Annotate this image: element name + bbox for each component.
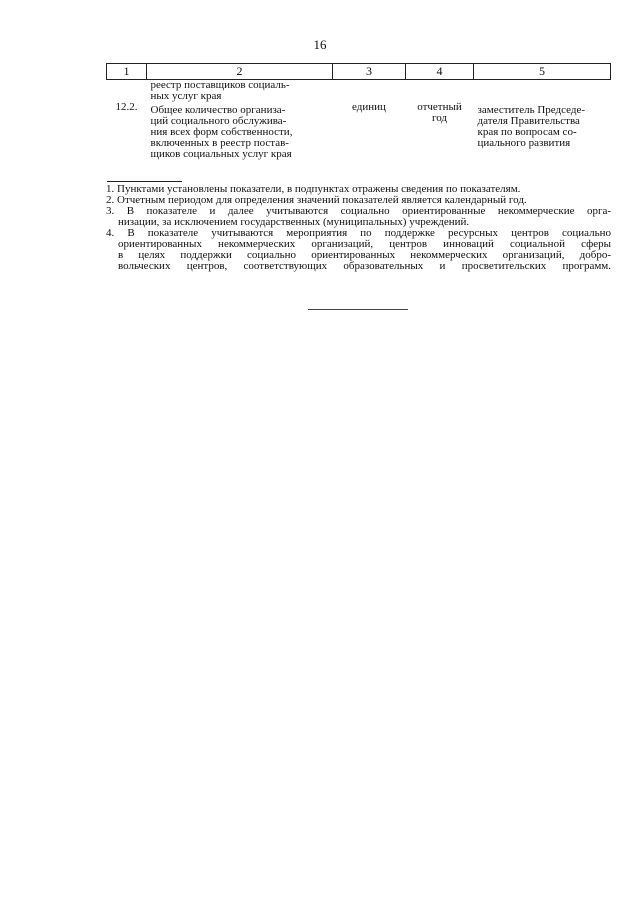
footnote-line: низации, за исключением государственных (муниципальных) учреждений. bbox=[118, 216, 470, 228]
indicator-name: Общее количество организа- ций социального обслужива- ния всех форм собственности, включенных в реестр постав- щиков социальных услуг края bbox=[150, 104, 293, 160]
row-number: 12.2. bbox=[115, 101, 138, 113]
footnote-line: 4. В показателе учитываются мероприятия по поддержке ресурсных центров социально bbox=[106, 227, 611, 239]
end-of-section-rule bbox=[308, 309, 408, 310]
column-header-5: 5 bbox=[474, 64, 611, 80]
footnote-text: 2. Отчетным периодом для определения значений показателей является календарный год. bbox=[106, 194, 527, 206]
indicator-name: реестр поставщиков социаль- ных услуг края bbox=[150, 79, 290, 102]
indicator-responsible bbox=[474, 80, 611, 103]
footnote-line: вольческих центров, соответствующих образовательных и просветительских программ. bbox=[118, 260, 611, 272]
indicator-responsible: заместитель Председе- дателя Правительства края по вопросам со- циального развития bbox=[477, 104, 586, 149]
indicators-table bbox=[106, 63, 611, 160]
indicator-period: отчетный год bbox=[417, 101, 462, 124]
table-row bbox=[107, 102, 611, 160]
column-header-3: 3 bbox=[333, 64, 406, 80]
indicator-unit bbox=[333, 80, 406, 103]
row-number bbox=[107, 80, 147, 103]
footnote-line: ориентированных некоммерческих организаций, центров инноваций социальной сферы bbox=[118, 238, 611, 250]
indicator-period bbox=[406, 80, 474, 103]
footnotes bbox=[106, 184, 611, 272]
footnote-3 bbox=[106, 206, 611, 228]
page-number: 16 bbox=[313, 37, 327, 52]
footnote-line: в целях поддержки социально ориентированных некоммерческих организаций, добро- bbox=[118, 249, 611, 261]
table-header-row bbox=[107, 64, 611, 80]
table-row bbox=[107, 80, 611, 103]
footnote-line: 3. В показателе и далее учитываются социально ориентированные некоммерческие орга- bbox=[106, 205, 611, 217]
column-header-2: 2 bbox=[147, 64, 333, 80]
column-header-1: 1 bbox=[107, 64, 147, 80]
indicator-unit: единиц bbox=[352, 101, 386, 113]
footnote-separator bbox=[107, 181, 182, 182]
column-header-4: 4 bbox=[406, 64, 474, 80]
footnote-4 bbox=[106, 228, 611, 272]
footnote-text: 1. Пунктами установлены показатели, в подпунктах отражены сведения по показателям. bbox=[106, 183, 521, 195]
